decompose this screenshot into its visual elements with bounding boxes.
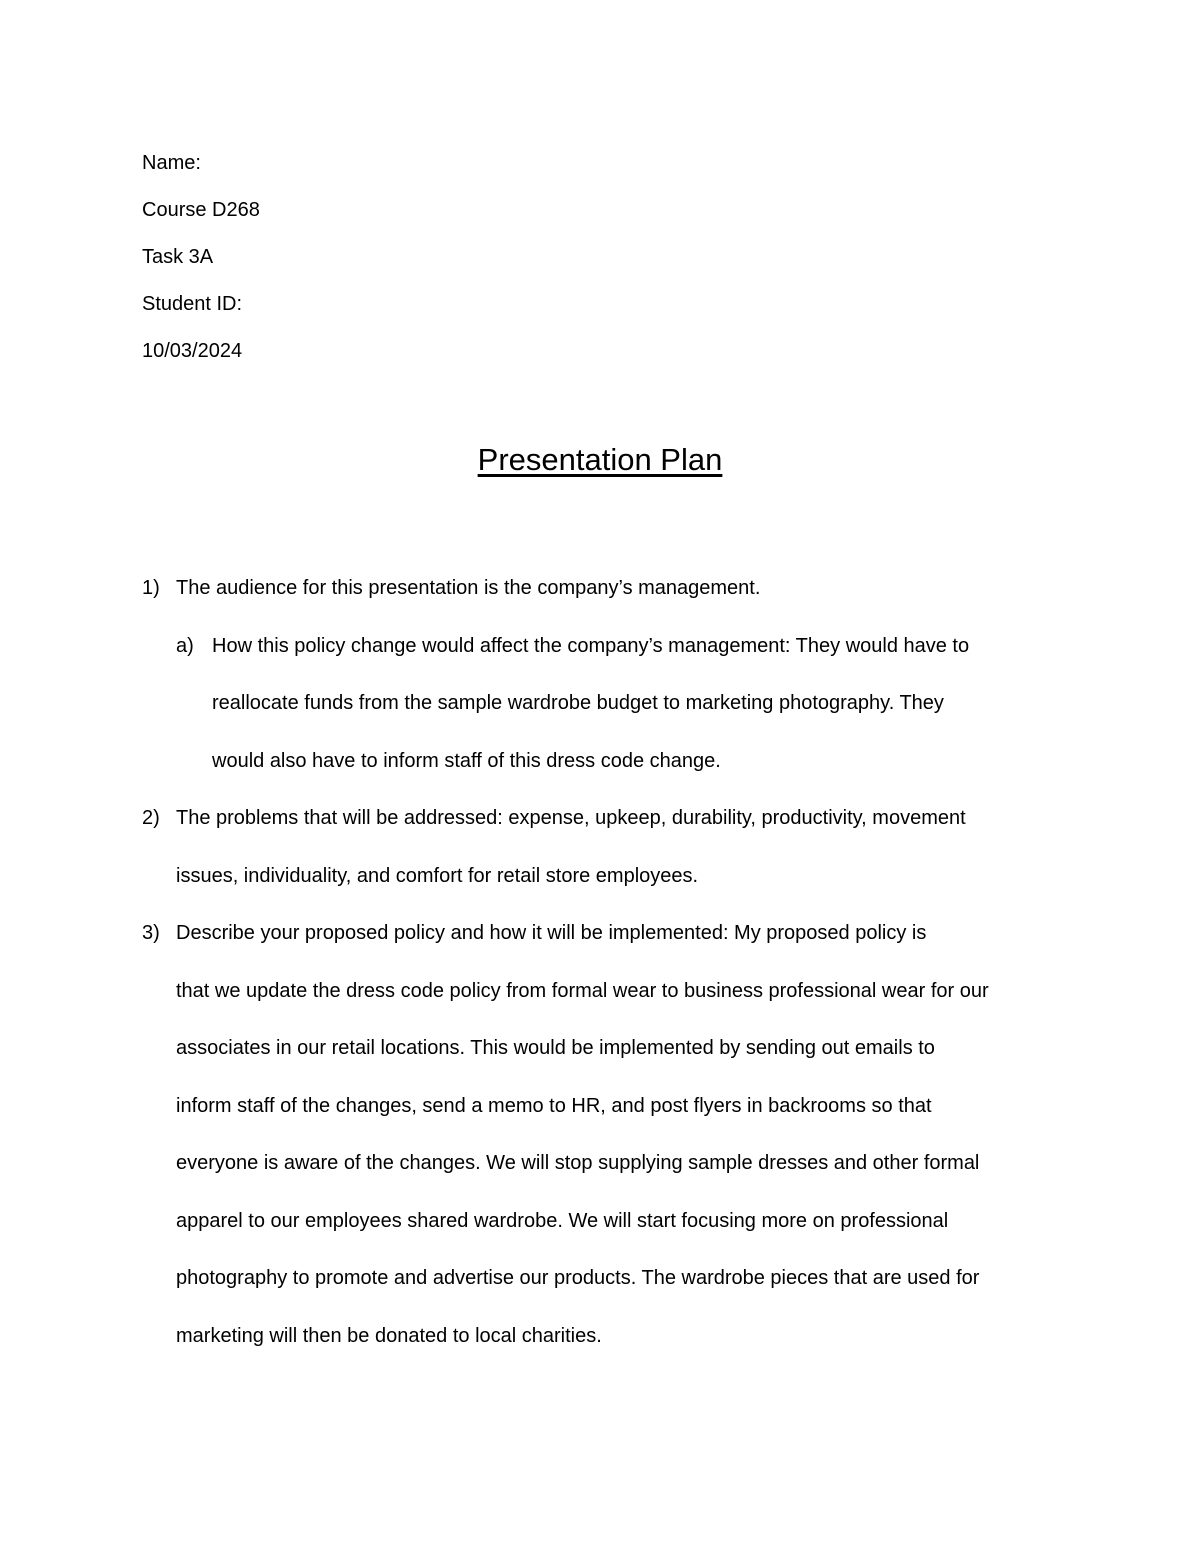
list-item-text <box>176 790 1076 905</box>
text-line: The audience for this presentation is the company’s management. <box>176 577 761 599</box>
numbered-list <box>142 560 1082 1365</box>
list-subitem-1a <box>176 618 1082 791</box>
student-id-line: Student ID: <box>142 293 243 315</box>
text-line: inform staff of the changes, send a memo to HR, and post flyers in backrooms so that <box>176 1094 932 1117</box>
text-line: would also have to inform staff of this dress code change. <box>212 749 721 772</box>
text-line: everyone is aware of the changes. We will stop supplying sample dresses and other formal <box>176 1152 980 1174</box>
text-line: associates in our retail locations. This would be implemented by sending out emails to <box>176 1037 935 1059</box>
list-marker: a) <box>176 634 194 657</box>
header-block <box>142 140 742 375</box>
text-line: reallocate funds from the sample wardrobe budget to marketing photography. They <box>212 692 944 714</box>
text-line: The problems that will be addressed: expense, upkeep, durability, productivity, movement <box>176 807 966 829</box>
list-subitem-text <box>212 618 1052 791</box>
text-line: that we update the dress code policy from formal wear to business professional wear for our <box>176 979 989 1002</box>
name-line: Name: <box>142 152 201 174</box>
text-line: photography to promote and advertise our products. The wardrobe pieces that are used for <box>176 1267 980 1289</box>
list-item-3 <box>142 905 1082 1365</box>
list-item-1 <box>142 560 1082 618</box>
course-line: Course D268 <box>142 199 260 221</box>
date-line: 10/03/2024 <box>142 340 243 362</box>
text-line: Describe your proposed policy and how it will be implemented: My proposed policy is <box>176 922 927 944</box>
text-line: How this policy change would affect the company’s management: They would have to <box>212 634 970 657</box>
text-line: issues, individuality, and comfort for retail store employees. <box>176 864 699 887</box>
document-title: Presentation Plan <box>477 442 723 477</box>
list-marker: 1) <box>142 577 160 599</box>
task-line: Task 3A <box>142 246 214 268</box>
text-line: apparel to our employees shared wardrobe. We will start focusing more on professional <box>176 1209 949 1232</box>
list-item-text <box>176 905 1076 1365</box>
list-item-text <box>176 560 1076 618</box>
list-marker: 3) <box>142 922 160 944</box>
list-marker: 2) <box>142 807 160 829</box>
list-item-2 <box>142 790 1082 905</box>
text-line: marketing will then be donated to local charities. <box>176 1324 602 1347</box>
